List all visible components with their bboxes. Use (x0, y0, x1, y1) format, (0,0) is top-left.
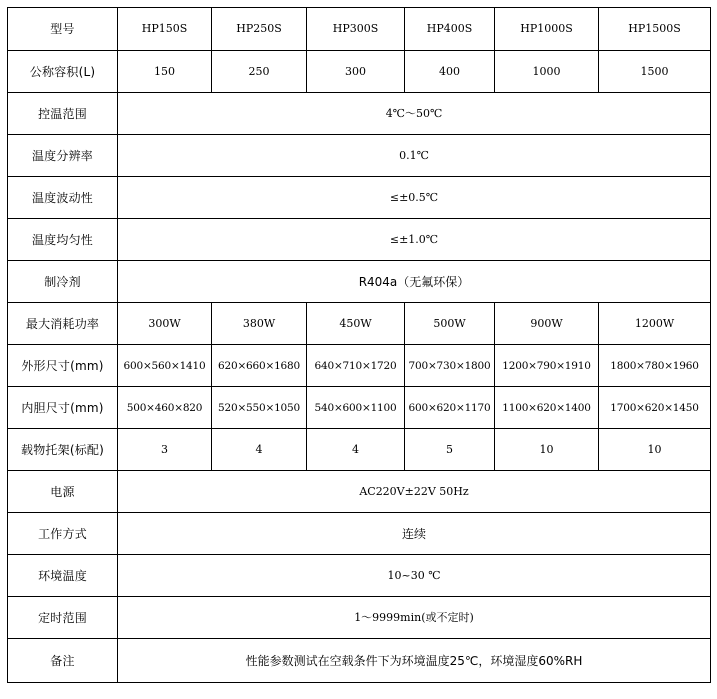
row-label-mode: 工作方式 (8, 513, 118, 555)
model-cell: HP400S (405, 8, 495, 51)
row-refrigerant (8, 261, 711, 303)
power-cell: 450W (307, 303, 405, 345)
temp-range-value: 4℃～50℃ (118, 93, 711, 135)
capacity-cell: 1000 (495, 51, 599, 93)
power-cell: 1200W (599, 303, 711, 345)
shelves-cell: 4 (212, 429, 307, 471)
row-outer-size (8, 345, 711, 387)
row-label-capacity: 公称容积(L) (8, 51, 118, 93)
outer-size-cell: 1200×790×1910 (495, 345, 599, 387)
row-label-outer-size: 外形尺寸(mm) (8, 345, 118, 387)
row-label-timer: 定时范围 (8, 597, 118, 639)
row-shelves (8, 429, 711, 471)
inner-size-cell: 600×620×1170 (405, 387, 495, 429)
shelves-cell: 5 (405, 429, 495, 471)
row-ambient (8, 555, 711, 597)
row-temp-range (8, 93, 711, 135)
mode-value: 连续 (118, 513, 711, 555)
row-mode (8, 513, 711, 555)
row-label-inner-size: 内胆尺寸(mm) (8, 387, 118, 429)
power-cell: 500W (405, 303, 495, 345)
row-supply (8, 471, 711, 513)
row-timer (8, 597, 711, 639)
outer-size-cell: 640×710×1720 (307, 345, 405, 387)
power-cell: 900W (495, 303, 599, 345)
outer-size-cell: 1800×780×1960 (599, 345, 711, 387)
inner-size-cell: 540×600×1100 (307, 387, 405, 429)
inner-size-cell: 1100×620×1400 (495, 387, 599, 429)
inner-size-cell: 520×550×1050 (212, 387, 307, 429)
shelves-cell: 3 (118, 429, 212, 471)
outer-size-cell: 600×560×1410 (118, 345, 212, 387)
row-label-refrigerant: 制冷剂 (8, 261, 118, 303)
model-cell: HP250S (212, 8, 307, 51)
shelves-cell: 10 (599, 429, 711, 471)
row-capacity (8, 51, 711, 93)
outer-size-cell: 700×730×1800 (405, 345, 495, 387)
shelves-cell: 4 (307, 429, 405, 471)
timer-value: 1～9999min(或不定时) (118, 597, 711, 639)
row-label-remarks: 备注 (8, 639, 118, 683)
row-label-fluctuation: 温度波动性 (8, 177, 118, 219)
row-power (8, 303, 711, 345)
outer-size-cell: 620×660×1680 (212, 345, 307, 387)
row-label-uniformity: 温度均匀性 (8, 219, 118, 261)
fluctuation-value: ≤±0.5℃ (118, 177, 711, 219)
model-cell: HP1000S (495, 8, 599, 51)
capacity-cell: 250 (212, 51, 307, 93)
inner-size-cell: 1700×620×1450 (599, 387, 711, 429)
model-cell: HP150S (118, 8, 212, 51)
row-model (8, 8, 711, 51)
row-label-power: 最大消耗功率 (8, 303, 118, 345)
capacity-cell: 300 (307, 51, 405, 93)
resolution-value: 0.1℃ (118, 135, 711, 177)
row-remarks (8, 639, 711, 683)
row-label-shelves: 载物托架(标配) (8, 429, 118, 471)
row-label-model: 型号 (8, 8, 118, 51)
capacity-cell: 150 (118, 51, 212, 93)
power-cell: 380W (212, 303, 307, 345)
spec-table (7, 7, 711, 683)
row-label-resolution: 温度分辨率 (8, 135, 118, 177)
model-cell: HP300S (307, 8, 405, 51)
uniformity-value: ≤±1.0℃ (118, 219, 711, 261)
row-label-ambient: 环境温度 (8, 555, 118, 597)
inner-size-cell: 500×460×820 (118, 387, 212, 429)
row-inner-size (8, 387, 711, 429)
row-fluctuation (8, 177, 711, 219)
ambient-value: 10~30 ℃ (118, 555, 711, 597)
refrigerant-value: R404a（无氟环保） (118, 261, 711, 303)
row-label-temp-range: 控温范围 (8, 93, 118, 135)
capacity-cell: 1500 (599, 51, 711, 93)
row-resolution (8, 135, 711, 177)
remarks-value: 性能参数测试在空载条件下为环境温度25℃，环境湿度60%RH (118, 639, 711, 683)
row-label-supply: 电源 (8, 471, 118, 513)
row-uniformity (8, 219, 711, 261)
power-cell: 300W (118, 303, 212, 345)
model-cell: HP1500S (599, 8, 711, 51)
capacity-cell: 400 (405, 51, 495, 93)
shelves-cell: 10 (495, 429, 599, 471)
supply-value: AC220V±22V 50Hz (118, 471, 711, 513)
